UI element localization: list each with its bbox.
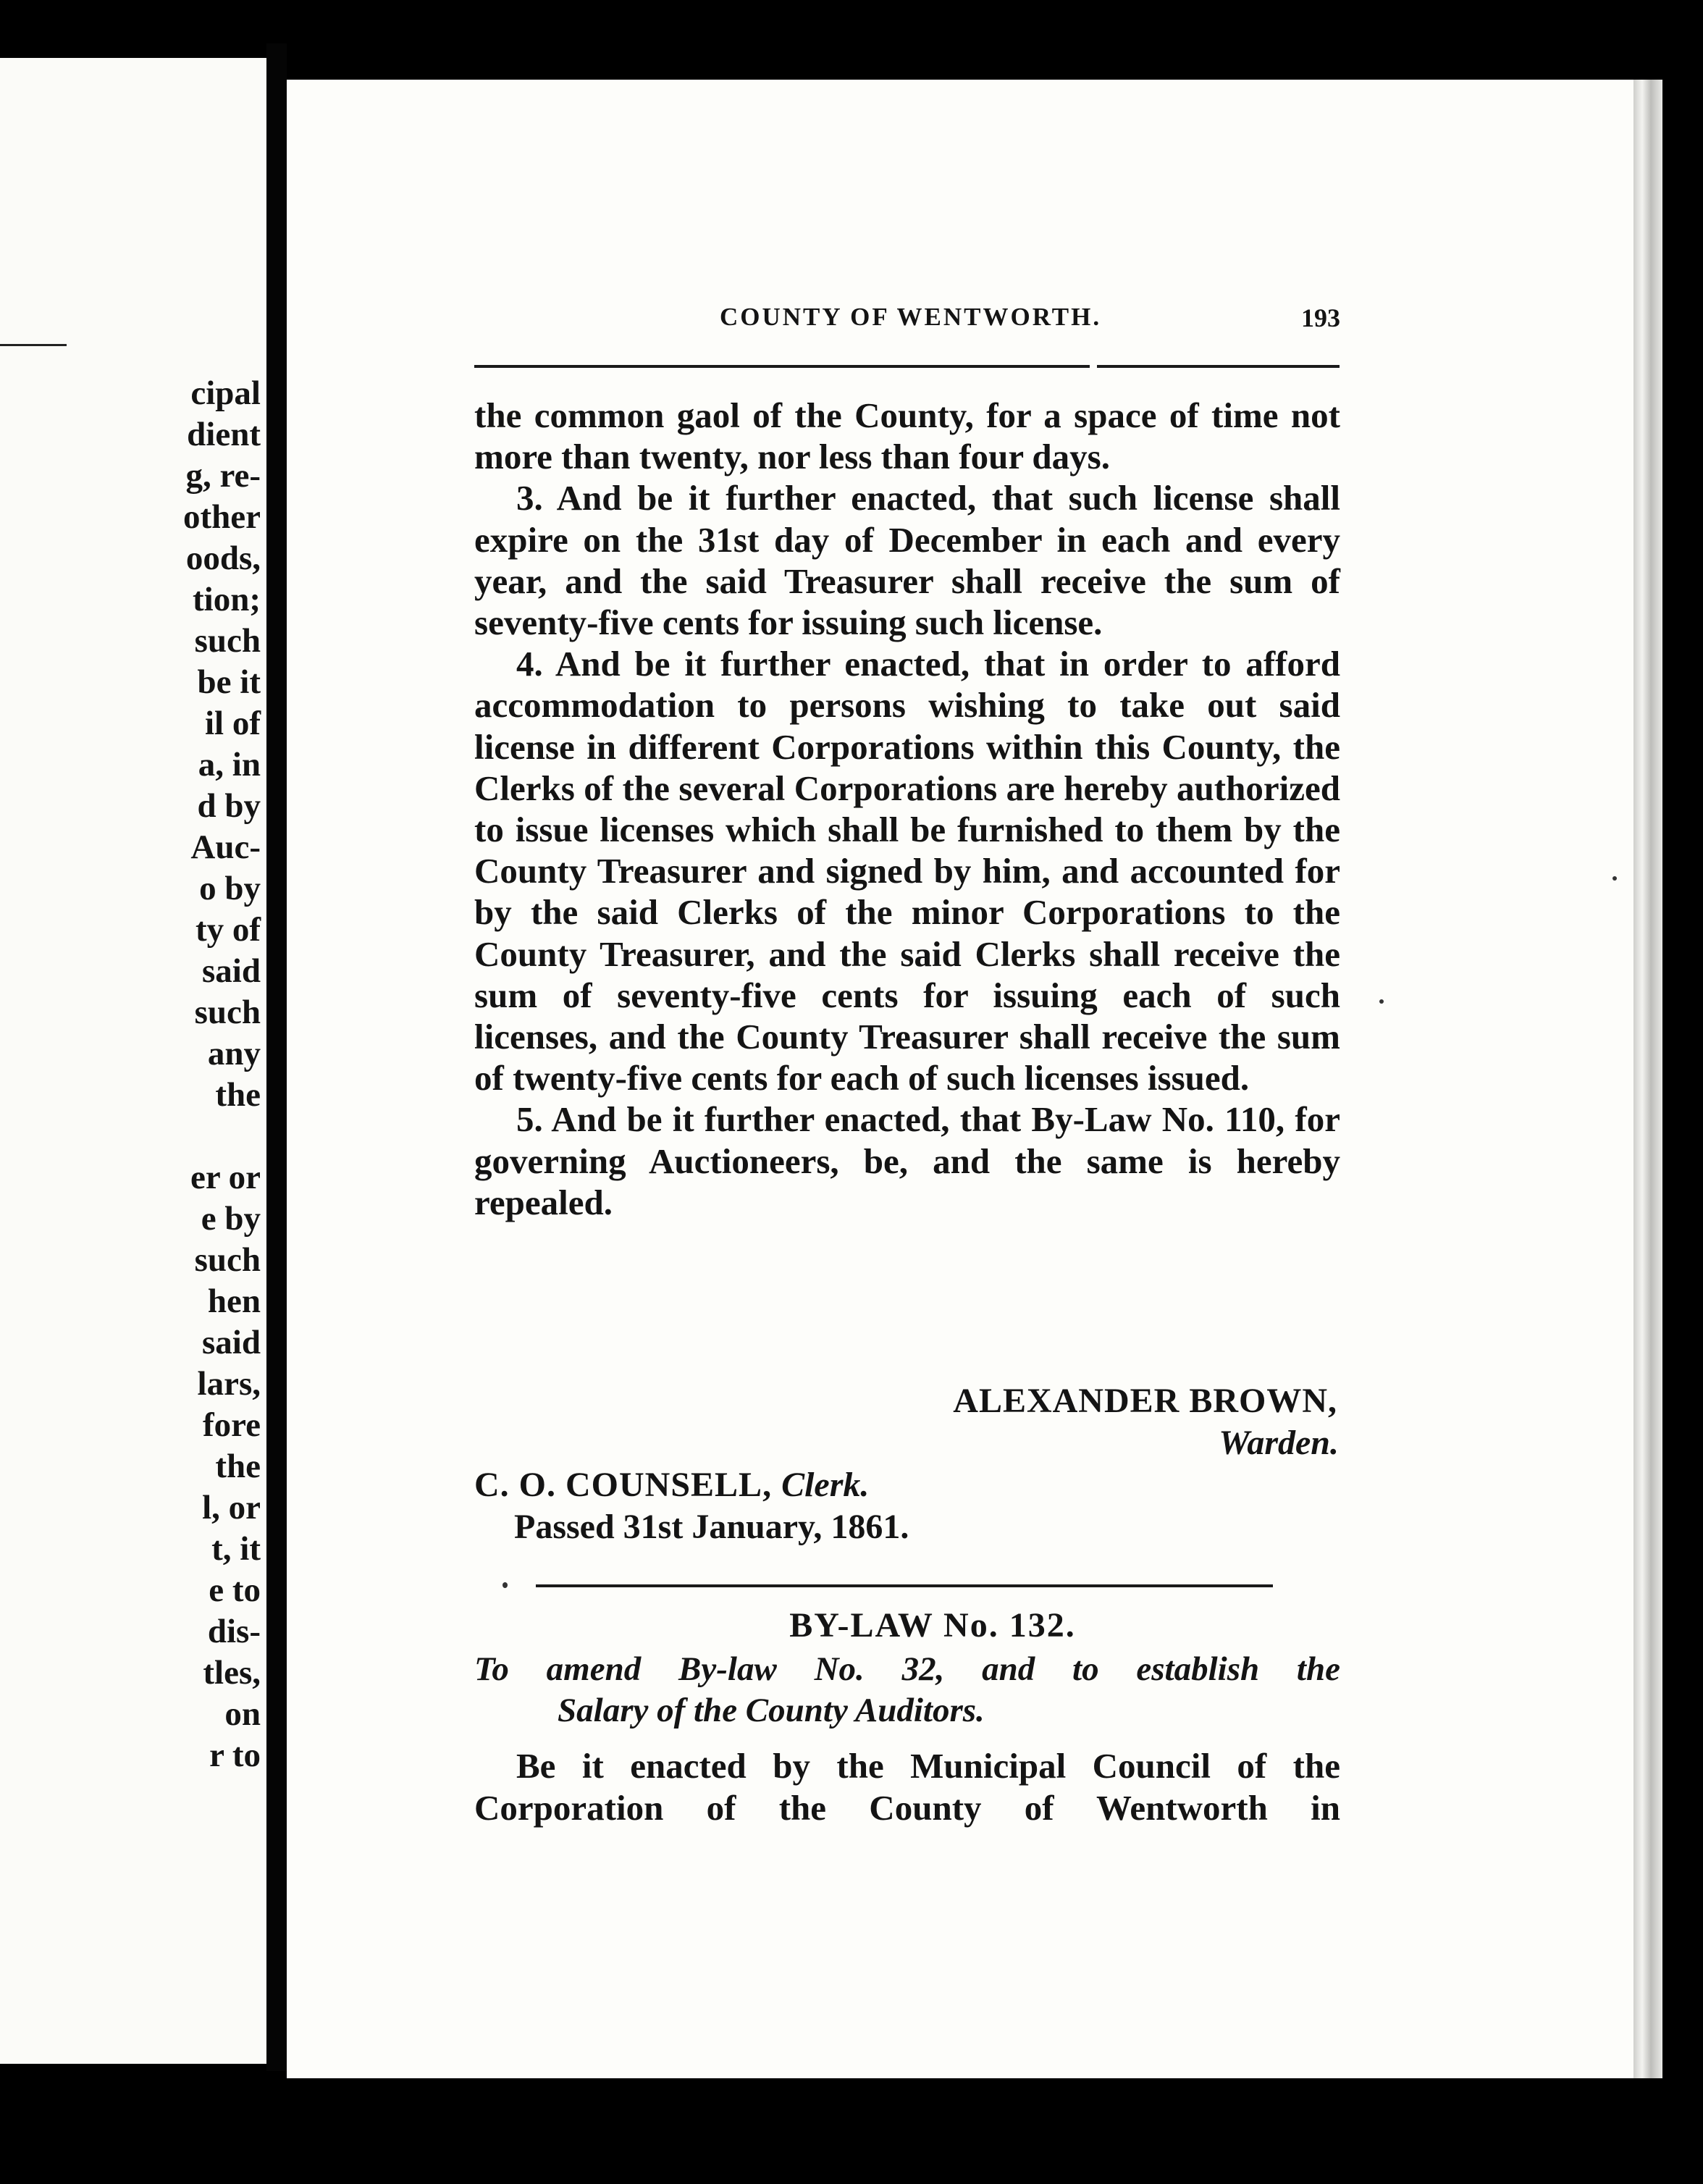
left-fragment bbox=[0, 1116, 261, 1157]
clerk-title: Clerk. bbox=[781, 1466, 870, 1504]
left-fragment: the bbox=[215, 1448, 261, 1485]
left-fragment: said bbox=[202, 1324, 261, 1361]
left-fragment: lars, bbox=[197, 1365, 261, 1403]
left-fragment: dient bbox=[187, 416, 261, 453]
left-fragment: cipal bbox=[190, 374, 261, 412]
left-page-rule bbox=[0, 344, 67, 346]
left-fragment: t, it bbox=[211, 1530, 261, 1568]
clerk-line bbox=[474, 1464, 1340, 1506]
left-fragment: other bbox=[182, 498, 261, 536]
scan-speck bbox=[1379, 999, 1384, 1004]
left-fragment: il of bbox=[204, 705, 261, 742]
left-fragment: Auc- bbox=[190, 828, 261, 866]
left-fragment: on bbox=[224, 1695, 261, 1733]
section-divider bbox=[536, 1584, 1273, 1587]
signature-block bbox=[474, 1380, 1340, 1548]
left-fragment: oods, bbox=[185, 539, 261, 577]
left-fragment: said bbox=[202, 952, 261, 990]
left-fragment: d by bbox=[197, 787, 261, 825]
bylaw-subtitle-line-2: Salary of the County Auditors. bbox=[558, 1692, 985, 1729]
left-fragment: e by bbox=[201, 1200, 261, 1238]
running-head: COUNTY OF WENTWORTH. bbox=[720, 303, 1102, 331]
paragraph-continued: the common gaol of the County, for a space of time not more than twenty, nor less than four days. bbox=[474, 395, 1340, 477]
bylaw-title: BY-LAW No. 132. bbox=[789, 1606, 1076, 1645]
left-fragment: dis- bbox=[207, 1613, 261, 1650]
warden-title: Warden. bbox=[1219, 1424, 1339, 1462]
left-fragment: a, in bbox=[198, 746, 261, 784]
left-fragment: ty of bbox=[195, 911, 261, 949]
book-gutter bbox=[266, 43, 287, 2071]
left-fragment: e to bbox=[209, 1571, 261, 1609]
left-fragment: such bbox=[194, 622, 261, 660]
left-fragment: tion; bbox=[193, 581, 261, 618]
clerk-name: C. O. COUNSELL, bbox=[474, 1466, 773, 1504]
left-fragment: any bbox=[207, 1035, 261, 1072]
bylaw-opening bbox=[474, 1745, 1340, 1829]
left-page-text-fragments bbox=[0, 373, 261, 1776]
left-fragment: er or bbox=[190, 1159, 261, 1196]
paragraph-5: 5. And be it further enacted, that By-Law No. 110, for governing Auctioneers, be, and the same is hereby repealed. bbox=[474, 1099, 1340, 1222]
bylaw-subtitle-line-1: To amend By-law No. 32, and to establish the bbox=[474, 1650, 1340, 1688]
header-rule bbox=[474, 365, 1090, 368]
left-fragment: tles, bbox=[203, 1654, 261, 1692]
paragraph-4: 4. And be it further enacted, that in order to afford accommodation to persons wishing to take out said license in different Corporations within this County, the Clerks of the several Corporations are hereby authorized to issue licenses which shall be furnished to them by the County Treasurer and signed by him, and accounted for by the said Clerks of the minor Corporations to the County Treasurer, and the said Clerks shall receive the sum of seventy-five cents for issuing each of such licenses, and the County Treasurer shall receive the sum of twenty-five cents for each of such licenses issued. bbox=[474, 644, 1340, 1099]
left-facing-page bbox=[0, 58, 266, 2064]
bylaw-opening-text: Be it enacted by the Municipal Council of the Corporation of the County of Wentworth in bbox=[474, 1746, 1340, 1828]
scan-speck bbox=[503, 1582, 508, 1588]
left-fragment: such bbox=[194, 1241, 261, 1279]
warden-name: ALEXANDER BROWN, bbox=[953, 1382, 1337, 1420]
body-text bbox=[474, 395, 1340, 1223]
left-fragment: be it bbox=[197, 663, 261, 701]
page-edge bbox=[1633, 80, 1662, 2078]
left-fragment: o by bbox=[199, 870, 261, 907]
paragraph-3: 3. And be it further enacted, that such license shall expire on the 31st day of December in each and every year, and the said Treasurer shall receive the sum of seventy-five cents for issuing such license. bbox=[474, 478, 1340, 643]
left-fragment: the bbox=[215, 1076, 261, 1114]
left-fragment: l, or bbox=[202, 1489, 261, 1526]
passed-date: Passed 31st January, 1861. bbox=[514, 1508, 909, 1546]
left-fragment: g, re- bbox=[185, 457, 261, 495]
scan-speck bbox=[1612, 876, 1617, 881]
page-number: 193 bbox=[1301, 303, 1340, 332]
left-fragment: r to bbox=[209, 1736, 261, 1774]
bylaw-subtitle bbox=[474, 1649, 1340, 1731]
header-rule-right bbox=[1097, 365, 1340, 368]
left-fragment: hen bbox=[207, 1282, 261, 1320]
left-fragment: fore bbox=[202, 1406, 261, 1444]
left-fragment: such bbox=[194, 994, 261, 1031]
